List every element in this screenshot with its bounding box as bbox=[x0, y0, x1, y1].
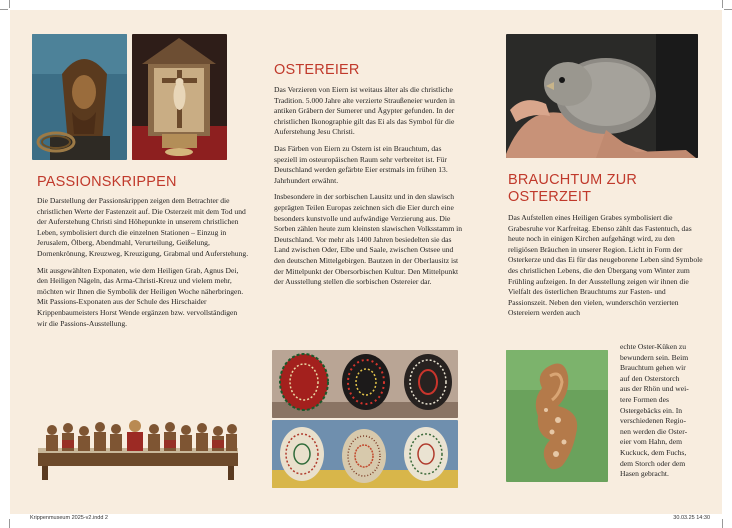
ostereier-paragraph-2: Das Färben von Eiern zu Ostern ist ein Brauchtum, das speziell im osteuropäischen Raum sehr verbreitet ist. Für Deutschland werden gefärbte Eier erstmals im frühen 13. Jahrhundert erwähnt. bbox=[274, 143, 448, 185]
ostereier-paragraph-1: Das Verzieren von Eiern ist weitaus älter als die christliche Tradition. 5.000 Jahre alte verzierte Straußeneier wurden in antiken Gräbern der Sumerer und Ägypter gefunden. In der christlichen Ikonographie gilt das Ei als das Symbol für die Auferstehung Jesu Christi. bbox=[274, 85, 455, 137]
passion-paragraph-2: Mit ausgewählten Exponaten, wie dem Heiligen Grab, Agnus Dei, den Heiligen Nägeln, das Arma-Christi-Kreuz und vielem mehr, möchten wir Ihnen die Symbolik der Heiligen Woche näherbringen. Mit Passions-Exponaten aus der Schule des Hirschaider Krippenbaumeisters Horst Wende ergänzen bzw. vervollständigen wir die Passions-Ausstellung. bbox=[37, 265, 244, 328]
passion-paragraph-1: Die Darstellung der Passionskrippen zeigen dem Betrachter die christlichen Werte der Fastenzeit auf. Die Osterzeit mit dem Tod und der Auferstehung Christi sind Höhepunkte in unserem christlichen Leben, symbolisiert durch die einzelnen Stationen – Einzug in Jerusalem, Ölberg, Abendmahl, Verurteilung, Geißelung, Dornenkrönung, Kreuzweg, Kreuzigung, Grabmal und Auferstehung. bbox=[37, 196, 249, 258]
crop-mark bbox=[724, 9, 732, 10]
easter-chick-photo bbox=[506, 34, 698, 158]
crucifix-shrine-photo bbox=[132, 34, 227, 160]
passion-text bbox=[37, 196, 249, 335]
sorbian-eggs-photo-1 bbox=[272, 350, 458, 418]
crop-mark bbox=[9, 0, 10, 8]
column-ostereier bbox=[272, 10, 462, 514]
brauchtum-line: bewundern sein. Beim bbox=[620, 352, 689, 362]
osterstorch-pastry-photo bbox=[506, 350, 608, 482]
passion-title: PASSIONSKRIPPEN bbox=[37, 174, 177, 190]
brauchtum-line: Hasen gebracht. bbox=[620, 469, 669, 479]
brauchtum-line: auf den Osterstorch bbox=[620, 373, 680, 383]
brauchtum-line: echte Oster-Küken zu bbox=[620, 342, 687, 351]
brauchtum-line: dem Storch oder dem bbox=[620, 458, 686, 468]
brauchtum-paragraph-1: Das Aufstellen eines Heiligen Grabes symbolisiert die Grabesruhe vor Karfreitag. Ebenso zählt das Fastentuch, das heute noch in einigen Kirchen aufgehängt wird, zu den religiösen Bräuchen in unserer Region. Licht in Form der Osterkerze und das Ei für das neugeborene Leben sind Symbole des christlichen Lebens, die den Übergang vom Winter zum Frühling aufzeigen. In der Ausstellung zeigen wir ihnen die Vielfalt des österlichen Brauchtums zur Fasten- und Passionszeit. Neben den vielen, wunderschön verzierten Ostereiern werden auch bbox=[508, 213, 703, 318]
crop-mark bbox=[722, 0, 723, 8]
brochure-page bbox=[10, 10, 722, 514]
ostereier-text bbox=[274, 85, 464, 294]
brauchtum-paragraph-2 bbox=[620, 342, 704, 480]
column-brauchtum bbox=[506, 10, 704, 514]
brauchtum-line: Kuckuck, dem Fuchs, bbox=[620, 447, 687, 457]
brauchtum-line: eier vom Hahn, dem bbox=[620, 437, 682, 447]
brauchtum-title-line-1: BRAUCHTUM ZUR bbox=[508, 172, 638, 188]
brauchtum-line: Brauchtum gehen wir bbox=[620, 363, 686, 373]
brauchtum-line: Ostergebäcks ein. In bbox=[620, 405, 683, 415]
crop-mark bbox=[722, 519, 723, 528]
brauchtum-line: tere Formen des bbox=[620, 394, 669, 404]
brauchtum-line: aus der Rhön und wei- bbox=[620, 384, 689, 394]
column-passion bbox=[32, 10, 250, 514]
last-supper-carving-photo bbox=[32, 414, 243, 482]
sorbian-eggs-photo-2 bbox=[272, 420, 458, 488]
footer-date: 30.03.25 14:30 bbox=[673, 515, 710, 521]
ostereier-title: OSTEREIER bbox=[274, 62, 360, 78]
footer-filename: Krippenmuseum 2025-v2.indd 2 bbox=[30, 515, 108, 521]
brauchtum-title-line-2: OSTERZEIT bbox=[508, 189, 592, 205]
brauchtum-title bbox=[508, 172, 637, 206]
ostereier-paragraph-3: Insbesondere in der sorbischen Lausitz und in den slawisch geprägten Teilen Europas zeichnen sich die Eier durch eine besonders kunstvolle und aufwändige Verzierung aus. Die Sorben zählen heute zum kleinsten slawischen Volksstamm in Deutschland. Vor mehr als 1400 Jahren besiedelten sie das Land zwischen Oder, Elbe und Saale, zwischen Ostsee und den deutschen Mittelgebirgen. Bautzen in der Oberlausitz ist der Mittelpunkt der Obersorbischen Kultur. Den Mittelpunkt der Ausstellung stellen die sorbischen Ostereier dar. bbox=[274, 192, 463, 287]
brauchtum-line: nen werden die Oster- bbox=[620, 426, 688, 436]
brauchtum-line: verschiedenen Regio- bbox=[620, 416, 686, 426]
jesus-crown-of-thorns-photo bbox=[32, 34, 127, 160]
brauchtum-text bbox=[508, 213, 704, 325]
crop-mark bbox=[0, 9, 8, 10]
crop-mark bbox=[9, 519, 10, 528]
